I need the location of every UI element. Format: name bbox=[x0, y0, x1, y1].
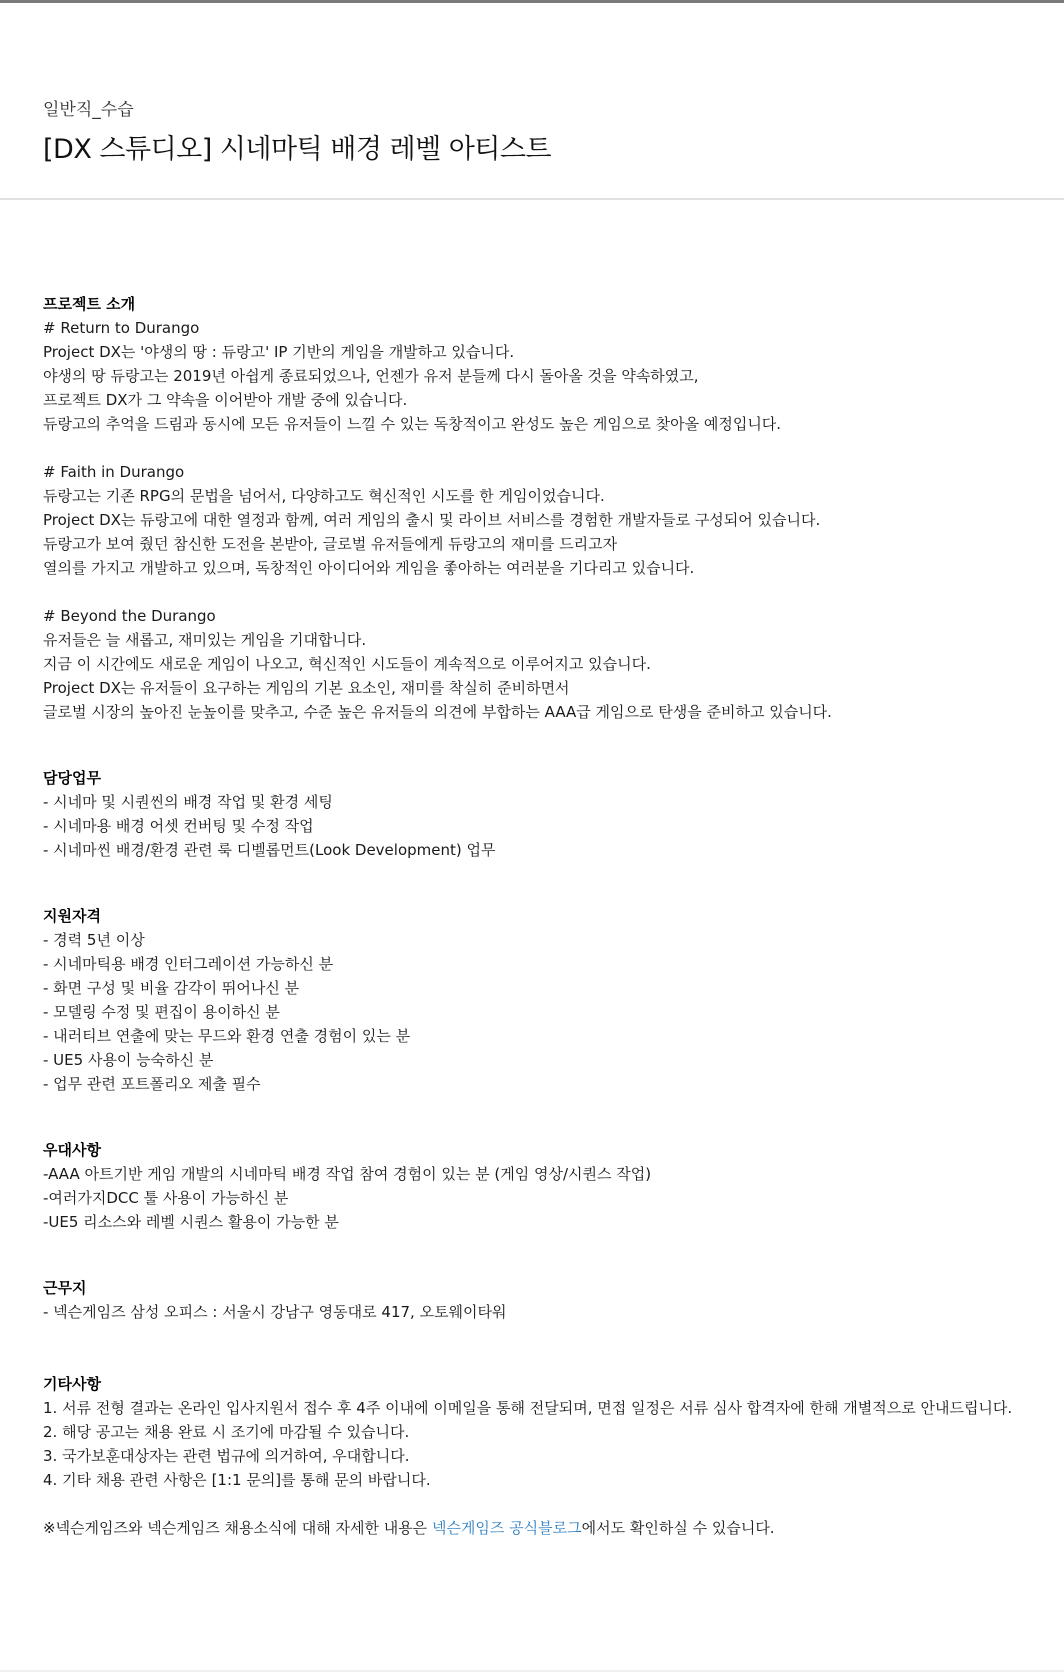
official-blog-link[interactable]: 넥슨게임즈 공식블로그 bbox=[431, 1519, 582, 1537]
list-item: - 모델링 수정 및 편집이 용이하신 분 bbox=[43, 1003, 280, 1021]
list-item: 4. 기타 채용 관련 사항은 [1:1 문의]를 통해 문의 바랍니다. bbox=[43, 1471, 431, 1489]
footer-note bbox=[43, 1516, 1023, 1540]
list-item: 2. 해당 공고는 채용 완료 시 조기에 마감될 수 있습니다. bbox=[43, 1423, 410, 1441]
text-line: 글로벌 시장의 높아진 눈높이를 맞추고, 수준 높은 유저들의 의견에 부합하는 AAA급 게임으로 탄생을 준비하고 있습니다. bbox=[43, 703, 832, 721]
text-line: 유저들은 늘 새롭고, 재미있는 게임을 기대합니다. bbox=[43, 631, 367, 649]
list-item: - 내러티브 연출에 맞는 무드와 환경 연출 경험이 있는 분 bbox=[43, 1027, 411, 1045]
blank-line bbox=[43, 580, 1023, 604]
job-description bbox=[43, 292, 1023, 1540]
section-gap bbox=[43, 1096, 1023, 1138]
text-line: 듀랑고가 보여 줬던 참신한 도전을 본받아, 글로벌 유저들에게 듀랑고의 재미를 드리고자 bbox=[43, 535, 618, 553]
list-item: - 경력 5년 이상 bbox=[43, 931, 145, 949]
list-item: -UE5 리소스와 레벨 시퀀스 활용이 가능한 분 bbox=[43, 1213, 339, 1231]
section-heading-preferred: 우대사항 bbox=[43, 1141, 101, 1159]
job-category: 일반직_수습 bbox=[43, 100, 134, 120]
section-gap bbox=[43, 862, 1023, 904]
text-line: 열의를 가지고 개발하고 있으며, 독창적인 아이디어와 게임을 좋아하는 여러분을 기다리고 있습니다. bbox=[43, 559, 695, 577]
text-line: 지금 이 시간에도 새로운 게임이 나오고, 혁신적인 시도들이 계속적으로 이루어지고 있습니다. bbox=[43, 655, 651, 673]
section-gap bbox=[43, 1234, 1023, 1276]
list-item: - 업무 관련 포트폴리오 제출 필수 bbox=[43, 1075, 261, 1093]
list-item: - 화면 구성 및 비율 감각이 뛰어나신 분 bbox=[43, 979, 300, 997]
footer-suffix: 에서도 확인하실 수 있습니다. bbox=[581, 1519, 775, 1537]
list-item: - 시네마용 배경 어셋 컨버팅 및 수정 작업 bbox=[43, 817, 314, 835]
page-title: [DX 스튜디오] 시네마틱 배경 레벨 아티스트 bbox=[43, 134, 552, 165]
list-item: - UE5 사용이 능숙하신 분 bbox=[43, 1051, 214, 1069]
text-line: 듀랑고의 추억을 드림과 동시에 모든 유저들이 느낄 수 있는 독창적이고 완성도 높은 게임으로 찾아올 예정입니다. bbox=[43, 415, 782, 433]
posting-header bbox=[43, 98, 1023, 168]
text-line: Project DX는 '야생의 땅 : 듀랑고' IP 기반의 게임을 개발하고 있습니다. bbox=[43, 343, 515, 361]
header-divider bbox=[0, 198, 1064, 200]
list-item: -여러가지DCC 툴 사용이 가능하신 분 bbox=[43, 1189, 289, 1207]
footer-prefix: ※넥슨게임즈와 넥슨게임즈 채용소식에 대해 자세한 내용은 bbox=[43, 1519, 432, 1537]
list-item: 3. 국가보훈대상자는 관련 법규에 의거하여, 우대합니다. bbox=[43, 1447, 410, 1465]
text-line: Project DX는 유저들이 요구하는 게임의 기본 요소인, 재미를 착실히 준비하면서 bbox=[43, 679, 570, 697]
text-line: # Faith in Durango bbox=[43, 463, 185, 481]
section-heading-project: 프로젝트 소개 bbox=[43, 295, 136, 313]
list-item: - 넥슨게임즈 삼성 오피스 : 서울시 강남구 영동대로 417, 오토웨이타워 bbox=[43, 1303, 507, 1321]
text-line: 프로젝트 DX가 그 약속을 이어받아 개발 중에 있습니다. bbox=[43, 391, 408, 409]
top-border bbox=[0, 0, 1064, 3]
list-item: 1. 서류 전형 결과는 온라인 입사지원서 접수 후 4주 이내에 이메일을 통해 전달되며, 면접 일정은 서류 심사 합격자에 한해 개별적으로 안내드립니다. bbox=[43, 1399, 1013, 1417]
section-gap bbox=[43, 724, 1023, 766]
text-line: # Return to Durango bbox=[43, 319, 200, 337]
section-heading-duties: 담당업무 bbox=[43, 769, 101, 787]
list-item: -AAA 아트기반 게임 개발의 시네마틱 배경 작업 참여 경험이 있는 분 (게임 영상/시퀀스 작업) bbox=[43, 1165, 652, 1183]
blank-line bbox=[43, 436, 1023, 460]
text-line: # Beyond the Durango bbox=[43, 607, 216, 625]
section-heading-other: 기타사항 bbox=[43, 1375, 101, 1393]
text-line: Project DX는 듀랑고에 대한 열정과 함께, 여러 게임의 출시 및 라이브 서비스를 경험한 개발자들로 구성되어 있습니다. bbox=[43, 511, 821, 529]
section-heading-location: 근무지 bbox=[43, 1279, 87, 1297]
text-line: 듀랑고는 기존 RPG의 문법을 넘어서, 다양하고도 혁신적인 시도를 한 게임이었습니다. bbox=[43, 487, 605, 505]
list-item: - 시네마 및 시퀀씬의 배경 작업 및 환경 세팅 bbox=[43, 793, 333, 811]
list-item: - 시네마틱용 배경 인터그레이션 가능하신 분 bbox=[43, 955, 334, 973]
text-line: 야생의 땅 듀랑고는 2019년 아쉽게 종료되었으나, 언젠가 유저 분들께 다시 돌아올 것을 약속하였고, bbox=[43, 367, 699, 385]
list-item: - 시네마씬 배경/환경 관련 룩 디벨롭먼트(Look Development) 업무 bbox=[43, 841, 496, 859]
section-gap bbox=[43, 1324, 1023, 1372]
section-heading-qualifications: 지원자격 bbox=[43, 907, 101, 925]
